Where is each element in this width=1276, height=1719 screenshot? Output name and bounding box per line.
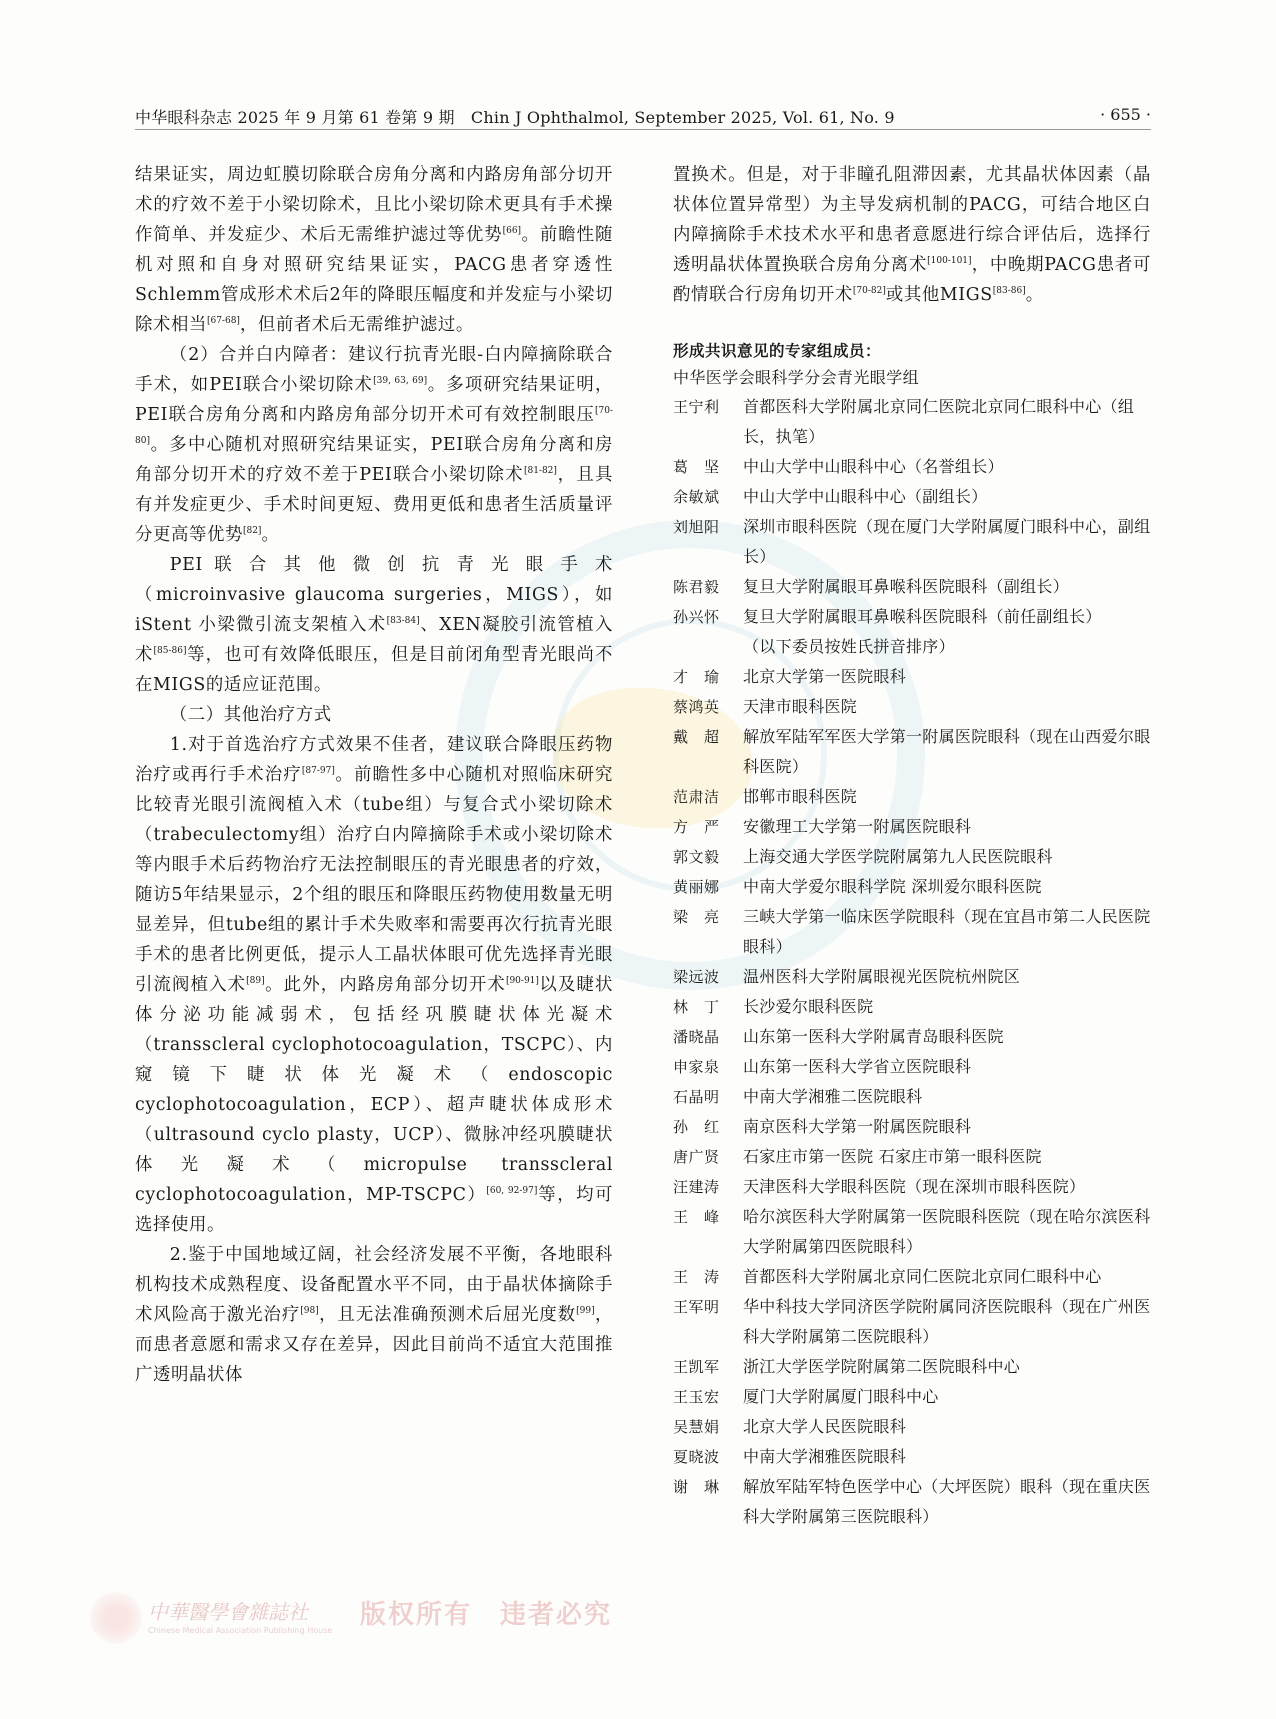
committee-list xyxy=(673,662,1151,1532)
paragraph-6: 2.鉴于中国地域辽阔，社会经济发展不平衡，各地眼科机构技术成熟程度、设备配置水平不同，由于晶状体摘除手术风险高于激光治疗[98]，且无法准确预测术后屈光度数[99]，而患者意愿和需求又存在差异，因此目前尚不适宜大范围推广透明晶状体 xyxy=(135,1245,614,1385)
member-affiliation: 天津市眼科医院 xyxy=(743,697,858,716)
member-affiliation: 复旦大学附属眼耳鼻喉科医院眼科（副组长） xyxy=(743,577,1070,596)
member-row xyxy=(673,662,1151,692)
rights-notice: 版权所有 违者必究 xyxy=(360,1600,613,1630)
member-name: 申家泉 xyxy=(673,1058,720,1076)
running-header xyxy=(135,103,1151,130)
member-name: 王玉宏 xyxy=(673,1388,720,1406)
member-affiliation: 浙江大学医学院附属第二医院眼科中心 xyxy=(743,1357,1021,1376)
citation[interactable]: [83-86] xyxy=(992,286,1026,296)
member-name: 吴慧娟 xyxy=(673,1418,720,1436)
member-name: 唐广贤 xyxy=(673,1148,720,1166)
member-affiliation: 长沙爱尔眼科医院 xyxy=(743,997,874,1016)
member-affiliation: 温州医科大学附属眼视光医院杭州院区 xyxy=(743,967,1021,986)
member-affiliation: 山东第一医科大学附属青岛眼科医院 xyxy=(743,1027,1004,1046)
member-row xyxy=(673,902,1151,962)
member-name: 郭文毅 xyxy=(673,848,720,866)
publisher-name: 中華醫學會雜誌社 xyxy=(148,1600,308,1624)
citation[interactable]: [90-91] xyxy=(505,976,539,986)
member-name: 王 峰 xyxy=(673,1208,720,1226)
publisher-emblem-icon xyxy=(90,1592,142,1644)
member-affiliation: 中南大学湘雅二医院眼科 xyxy=(743,1087,923,1106)
member-name: 王宁利 xyxy=(673,398,720,416)
citation[interactable]: [66] xyxy=(502,226,522,236)
paragraph-5: 1.对于首选治疗方式效果不佳者，建议联合降眼压药物治疗或再行手术治疗[87-97]。前瞻性多中心随机对照临床研究比较青光眼引流阀植入术（tube组）与复合式小梁切除术（trabeculectomy组）治疗白内障摘除手术或小梁切除术等内眼手术后药物治疗无法控制眼压的青光眼患者的疗效，随访5年结果显示，2个组的眼压和降眼压药物使用数量无明显差异，但tube组的累计手术失败率和需要再次行抗青光眼手术的患者比例更低，提示人工晶状体眼可优先选择青光眼引流阀植入术[89]。此外，内路房角部分切开术[90-91]以及睫状体分泌功能减弱术，包括经巩膜睫状体光凝术（transscleral cyclophotocoagulation，TSCPC）、内窥镜下睫状体光凝术（endoscopic cyclophotocoagulation，ECP）、超声睫状体成形术（ultrasound cyclo plasty，UCP）、微脉冲经巩膜睫状体光凝术（micropulse transscleral cyclophotocoagulation，MP-TSCPC）[60, 92-97]等，均可选择使用。 xyxy=(135,735,613,1235)
member-affiliation: 三峡大学第一临床医学院眼科（现在宜昌市第二人民医院眼科） xyxy=(743,907,1151,956)
member-affiliation: 首都医科大学附属北京同仁医院北京同仁眼科中心 xyxy=(743,1267,1102,1286)
citation[interactable]: [70-80] xyxy=(135,406,613,446)
member-name: 王凯军 xyxy=(673,1358,720,1376)
citation[interactable]: [83-84] xyxy=(386,616,420,626)
journal-citation: 中华眼科杂志 2025 年 9 月第 61 卷第 9 期 Chin J Ophthalmol, September 2025, Vol. 61, No. 9 xyxy=(135,108,895,127)
member-name: 范肃洁 xyxy=(673,788,720,806)
member-name: 孙兴怀 xyxy=(673,608,720,626)
member-name: 蔡鸿英 xyxy=(673,698,720,716)
member-row xyxy=(673,1082,1151,1112)
member-affiliation: 安徽理工大学第一附属医院眼科 xyxy=(743,817,972,836)
member-row xyxy=(673,1022,1151,1052)
member-affiliation: 中南大学湘雅医院眼科 xyxy=(743,1447,907,1466)
member-row xyxy=(673,1292,1151,1352)
citation[interactable]: [39, 63, 69] xyxy=(373,376,428,386)
publisher-name-en: Chinese Medical Association Publishing House xyxy=(148,1626,333,1635)
member-row xyxy=(673,722,1151,782)
member-row xyxy=(673,812,1151,842)
member-row xyxy=(673,1382,1151,1412)
member-name: 潘晓晶 xyxy=(673,1028,720,1046)
member-row xyxy=(673,1172,1151,1202)
member-row xyxy=(673,1052,1151,1082)
section-heading: （二）其他治疗方式 xyxy=(169,705,332,725)
member-row xyxy=(673,1472,1151,1532)
paragraph-1: 结果证实，周边虹膜切除联合房角分离和内路房角部分切开术的疗效不差于小梁切除术，且比小梁切除术更具有手术操作简单、并发症少、术后无需维护滤过等优势[66]。前瞻性随机对照和自身对照研究结果证实，PACG患者穿透性Schlemm管成形术术后2年的降眼压幅度和并发症与小梁切除术相当[67-68]，但前者术后无需维护滤过。 xyxy=(135,165,613,335)
member-affiliation: 解放军陆军军医大学第一附属医院眼科（现在山西爱尔眼科医院） xyxy=(743,727,1151,776)
member-name: 王军明 xyxy=(673,1298,720,1316)
member-name: 谢 琳 xyxy=(673,1478,720,1496)
member-affiliation: 厦门大学附属厦门眼科中心 xyxy=(743,1387,939,1406)
member-name: 王 涛 xyxy=(673,1268,720,1286)
member-name: 夏晓波 xyxy=(673,1448,720,1466)
member-row xyxy=(673,1412,1151,1442)
paragraph-continued: 置换术。但是，对于非瞳孔阻滞因素，尤其晶状体因素（晶状体位置异常型）为主导发病机制的PACG，可结合地区白内障摘除手术技术水平和患者意愿进行综合评估后，选择行透明晶状体置换联合房角分离术[100-101]，中晚期PACG患者可酌情联合行房角切开术[70-82]或其他MIGS[83-86]。 xyxy=(673,165,1152,305)
member-row xyxy=(673,602,1151,632)
member-affiliation: 上海交通大学医学院附属第九人民医院眼科 xyxy=(743,847,1053,866)
member-row xyxy=(673,1262,1151,1292)
member-name: 葛 坚 xyxy=(673,458,720,476)
member-name: 石晶明 xyxy=(673,1088,720,1106)
citation[interactable]: [81-82] xyxy=(523,466,557,476)
member-affiliation: 中南大学爱尔眼科学院 深圳爱尔眼科医院 xyxy=(743,877,1042,896)
member-affiliation: 深圳市眼科医院（现在厦门大学附属厦门眼科中心，副组长） xyxy=(743,517,1151,566)
member-row xyxy=(673,872,1151,902)
citation[interactable]: [82] xyxy=(242,526,262,536)
member-row xyxy=(673,1202,1151,1262)
right-column xyxy=(673,160,1151,1532)
member-name: 余敏斌 xyxy=(673,488,720,506)
ordering-note: （以下委员按姓氏拼音排序） xyxy=(743,637,955,656)
member-row xyxy=(673,572,1151,602)
member-row xyxy=(673,392,1151,452)
member-affiliation: 复旦大学附属眼耳鼻喉科医院眼科（前任副组长） xyxy=(743,607,1102,626)
left-column xyxy=(135,160,613,1390)
citation[interactable]: [98] xyxy=(300,1306,319,1316)
member-row xyxy=(673,1112,1151,1142)
member-name: 才 瑜 xyxy=(673,668,720,686)
member-row xyxy=(673,1442,1151,1472)
member-row xyxy=(673,842,1151,872)
member-name: 刘旭阳 xyxy=(673,518,720,536)
member-name: 方 严 xyxy=(673,818,720,836)
member-affiliation: 北京大学人民医院眼科 xyxy=(743,1417,907,1436)
member-name: 黄丽娜 xyxy=(673,878,720,896)
leadership-list xyxy=(673,392,1151,632)
member-affiliation: 华中科技大学同济医学院附属同济医院眼科（现在广州医科大学附属第二医院眼科） xyxy=(743,1297,1151,1346)
citation[interactable]: [67-68] xyxy=(206,316,240,326)
member-row xyxy=(673,692,1151,722)
members-title: 形成共识意见的专家组成员： xyxy=(673,342,882,360)
citation[interactable]: [60, 92-97] xyxy=(486,1186,538,1196)
member-affiliation: 石家庄市第一医院 石家庄市第一眼科医院 xyxy=(743,1147,1042,1166)
citation[interactable]: [70-82] xyxy=(852,286,886,296)
member-row xyxy=(673,452,1151,482)
citation[interactable]: [89] xyxy=(246,976,265,986)
member-row xyxy=(673,782,1151,812)
member-name: 梁 亮 xyxy=(673,908,720,926)
member-row xyxy=(673,1352,1151,1382)
member-affiliation: 北京大学第一医院眼科 xyxy=(743,667,907,686)
member-affiliation: 山东第一医科大学省立医院眼科 xyxy=(743,1057,972,1076)
page-number: · 655 · xyxy=(1100,105,1151,124)
member-affiliation: 南京医科大学第一附属医院眼科 xyxy=(743,1117,972,1136)
group-name: 中华医学会眼科学分会青光眼学组 xyxy=(673,368,920,387)
member-name: 梁远波 xyxy=(673,968,720,986)
publisher-watermark xyxy=(90,1588,630,1652)
member-affiliation: 中山大学中山眼科中心（名誉组长） xyxy=(743,457,1004,476)
paragraph-2: （2）合并白内障者：建议行抗青光眼-白内障摘除联合手术，如PEI联合小梁切除术[39, 63, 69]。多项研究结果证明，PEI联合房角分离和内路房角部分切开术可有效控制眼压[70-80]。多中心随机对照研究结果证实，PEI联合房角分离和房角部分切开术的疗效不差于PEI联合小梁切除术[81-82]，且具有并发症更少、手术时间更短、费用更低和患者生活质量评分更高等优势[82]。 xyxy=(135,345,614,545)
member-affiliation: 邯郸市眼科医院 xyxy=(743,787,858,806)
member-affiliation: 中山大学中山眼科中心（副组长） xyxy=(743,487,988,506)
member-name: 戴 超 xyxy=(673,728,720,746)
member-affiliation: 解放军陆军特色医学中心（大坪医院）眼科（现在重庆医科大学附属第三医院眼科） xyxy=(743,1477,1151,1526)
member-affiliation: 首都医科大学附属北京同仁医院北京同仁眼科中心（组长，执笔） xyxy=(743,397,1135,446)
citation[interactable]: [99] xyxy=(576,1306,595,1316)
member-row xyxy=(673,1142,1151,1172)
member-name: 汪建涛 xyxy=(673,1178,720,1196)
citation[interactable]: [87-97] xyxy=(301,766,335,776)
member-row xyxy=(673,992,1151,1022)
citation[interactable]: [100-101] xyxy=(927,256,972,266)
member-row xyxy=(673,962,1151,992)
citation[interactable]: [85-86] xyxy=(153,646,187,656)
paragraph-3: PEI 联 合 其 他 微 创 抗 青 光 眼 手 术（microinvasive glaucoma surgeries，MIGS），如 iStent 小梁微引流支架植入术[83-84]、XEN凝胶引流管植入术[85-86]等，也可有效降低眼压，但是目前闭角型青光眼尚不在MIGS的适应证范围。 xyxy=(135,555,613,695)
member-name: 孙 红 xyxy=(673,1118,720,1136)
member-name: 林 丁 xyxy=(673,998,720,1016)
member-affiliation: 天津医科大学眼科医院（现在深圳市眼科医院） xyxy=(743,1177,1086,1196)
member-name: 陈君毅 xyxy=(673,578,720,596)
member-affiliation: 哈尔滨医科大学附属第一医院眼科医院（现在哈尔滨医科大学附属第四医院眼科） xyxy=(743,1207,1151,1256)
member-row xyxy=(673,512,1151,572)
member-row xyxy=(673,482,1151,512)
